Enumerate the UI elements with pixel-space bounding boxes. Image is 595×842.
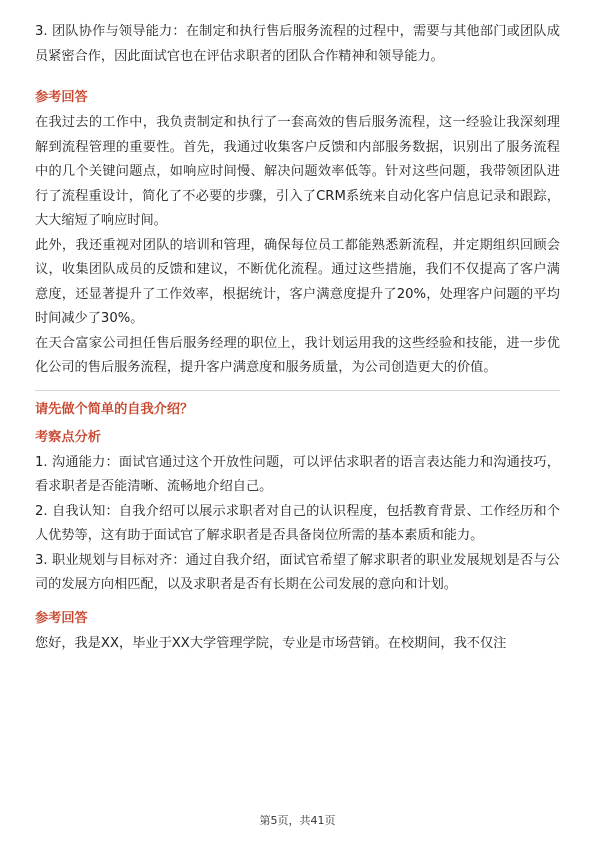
answer-start: 您好，我是XX，毕业于XX大学管理学院，专业是市场营销。在校期间，我不仅注 <box>35 635 507 651</box>
analysis-point-2: 2. 自我认知：自我介绍可以展示求职者对自己的认识程度，包括教育背景、工作经历和个人优势等，这有助于面试官了解求职者是否具备岗位所需的基本素质和能力。 <box>35 503 560 543</box>
section-divider <box>35 390 560 391</box>
page-footer: 第5页，共41页 <box>259 814 336 827</box>
document-page <box>35 20 560 656</box>
analysis-heading: 考察点分析 <box>35 429 101 445</box>
analysis-point-3b: 3. 职业规划与目标对齐：通过自我介绍，面试官希望了解求职者的职业发展规划是否与公司的发展方向相匹配，以及求职者是否有长期在公司发展的意向和计划。 <box>35 552 560 592</box>
answer-paragraph-3: 在天合富家公司担任售后服务经理的职位上，我计划运用我的这些经验和技能，进一步优化公司的售后服务流程，提升客户满意度和服务质量，为公司创造更大的价值。 <box>35 335 560 375</box>
reference-answer-heading-2: 参考回答 <box>35 610 88 626</box>
answer-paragraph-2: 此外，我还重视对团队的培训和管理，确保每位员工都能熟悉新流程，并定期组织回顾会议，收集团队成员的反馈和建议，不断优化流程。通过这些措施，我们不仅提高了客户满意度，还显著提升了工作效率，根据统计，客户满意度提升了20%，处理客户问题的平均时间减少了30%。 <box>35 237 560 326</box>
answer-paragraph-1: 在我过去的工作中，我负责制定和执行了一套高效的售后服务流程，这一经验让我深刻理解到流程管理的重要性。首先，我通过收集客户反馈和内部服务数据，识别出了服务流程中的几个关键问题点，如响应时间慢、解决问题效率低等。针对这些问题，我带领团队进行了流程重设计，简化了不必要的步骤，引入了CRM系统来自动化客户信息记录和跟踪，大大缩短了响应时间。 <box>35 115 560 228</box>
question-title: 请先做个简单的自我介绍？ <box>35 401 194 417</box>
analysis-point-3: 3. 团队协作与领导能力：在制定和执行售后服务流程的过程中，需要与其他部门或团队成员紧密合作，因此面试官也在评估求职者的团队合作精神和领导能力。 <box>35 24 560 64</box>
reference-answer-heading: 参考回答 <box>35 90 88 105</box>
analysis-point-1: 1. 沟通能力：面试官通过这个开放性问题，可以评估求职者的语言表达能力和沟通技巧，看求职者是否能清晰、流畅地介绍自己。 <box>35 454 560 494</box>
